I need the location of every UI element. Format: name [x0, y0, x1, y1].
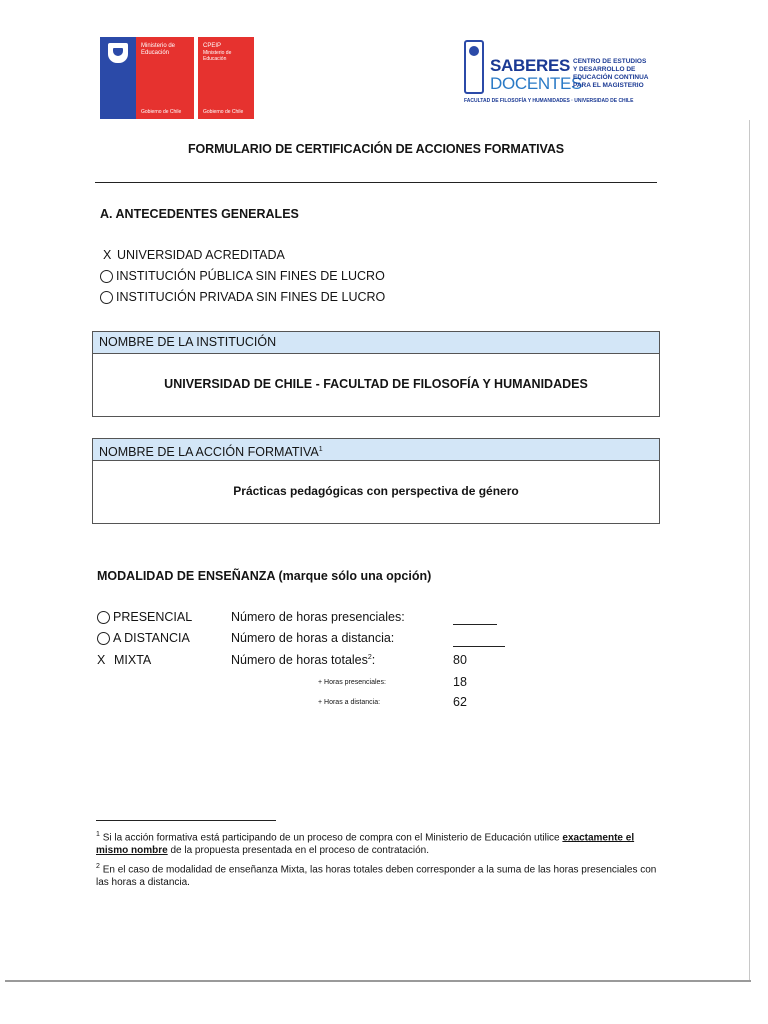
logo-footer: Gobierno de Chile [141, 109, 182, 115]
horas-totales-label: Número de horas totales$^2$: [231, 653, 376, 667]
radio-circle-icon[interactable] [100, 291, 113, 304]
institucion-box [92, 331, 660, 417]
horas-totales-value[interactable]: 80 [453, 653, 467, 667]
centro-line: PARA EL MAGISTERIO [573, 82, 644, 89]
checked-x-mark: X [103, 248, 112, 262]
logo-text: Educación [141, 50, 170, 56]
footnote-emphasis: exactamente el mismo nombre [96, 832, 635, 857]
radio-circle-icon[interactable] [100, 270, 113, 283]
ministerio-logo [136, 37, 194, 119]
footnote-rule [96, 820, 276, 821]
section-a-heading: A. ANTECEDENTES GENERALES [100, 207, 299, 221]
centro-line: Y DESARROLLO DE [573, 66, 636, 73]
option-label: INSTITUCIÓN PRIVADA SIN FINES DE LUCRO [116, 290, 386, 304]
option-institucion-publica[interactable] [100, 269, 385, 283]
logo-text: Ministerio de [203, 50, 232, 56]
footnote-number: 1 [96, 831, 100, 838]
page-edge-right [749, 120, 750, 982]
institucion-value[interactable]: UNIVERSIDAD DE CHILE - FACULTAD DE FILOSOFÍA Y HUMANIDADES [164, 377, 588, 391]
accion-formativa-value[interactable]: Prácticas pedagógicas con perspectiva de género [233, 484, 519, 498]
document-title: FORMULARIO DE CERTIFICACIÓN DE ACCIONES FORMATIVAS [188, 142, 565, 156]
footnote-text: Si la acción formativa está participando de un proceso de compra con el Ministerio de Educación utilice [102, 832, 560, 844]
cpeip-logo [198, 37, 254, 119]
logo-text: CPEIP [203, 43, 222, 49]
footnote-1 [96, 828, 661, 857]
accion-formativa-header [93, 439, 659, 461]
option-universidad-acreditada[interactable] [100, 248, 285, 262]
ministerio-logo-flag [100, 37, 136, 119]
coat-of-arms-icon [108, 43, 128, 63]
centro-logo-text [573, 58, 663, 90]
horas-presenciales-field[interactable] [453, 624, 497, 625]
logo-text: Ministerio de [141, 43, 176, 49]
footnote-ref: 2 [367, 653, 372, 661]
option-label: MIXTA [114, 653, 152, 667]
option-mixta[interactable] [97, 653, 151, 667]
option-presencial[interactable] [97, 610, 192, 624]
page-edge-bottom [5, 980, 751, 982]
facultad-logo-text: FACULTAD DE FILOSOFÍA Y HUMANIDADES · UNIVERSIDAD DE CHILE [464, 98, 634, 104]
horas-distancia-label: Número de horas a distancia: [231, 631, 395, 645]
logo-footer: Gobierno de Chile [203, 109, 244, 115]
footnote-text: de la propuesta presentada en el proceso de contratación. [170, 845, 429, 857]
modalidad-heading: MODALIDAD DE ENSEÑANZA (marque sólo una opción) [97, 569, 432, 583]
sub-horas-presenciales-value[interactable]: 18 [453, 675, 467, 689]
sub-horas-presenciales-label: + Horas presenciales: [318, 679, 386, 686]
horas-presenciales-label: Número de horas presenciales: [231, 610, 405, 624]
checked-x-mark: X [97, 653, 106, 667]
horas-distancia-field[interactable] [453, 646, 505, 647]
option-label: A DISTANCIA [113, 631, 190, 645]
option-institucion-privada[interactable] [100, 290, 385, 304]
sub-horas-distancia-value[interactable]: 62 [453, 695, 467, 709]
sub-horas-distancia-label: + Horas a distancia: [318, 699, 381, 706]
docentes-logo-text: DOCENTES [490, 74, 583, 93]
footnote-ref: 1 [318, 446, 323, 453]
option-a-distancia[interactable] [97, 631, 190, 645]
accion-formativa-box [92, 438, 660, 524]
footnote-number: 2 [96, 863, 100, 870]
radio-circle-icon[interactable] [97, 611, 110, 624]
logo-text: Educación [203, 56, 227, 62]
institucion-label: NOMBRE DE LA INSTITUCIÓN [93, 332, 659, 354]
radio-circle-icon[interactable] [97, 632, 110, 645]
centro-line: CENTRO DE ESTUDIOS [573, 58, 647, 65]
title-divider [95, 182, 657, 183]
option-label: UNIVERSIDAD ACREDITADA [117, 248, 285, 262]
option-label: PRESENCIAL [113, 610, 193, 624]
saberes-docentes-emblem-icon [464, 40, 484, 94]
option-label: INSTITUCIÓN PÚBLICA SIN FINES DE LUCRO [116, 269, 385, 283]
footnote-text: En el caso de modalidad de enseñanza Mixta, las horas totales deben corresponder a la suma de las horas presenciales con las horas a distancia. [96, 864, 657, 889]
footnote-2 [96, 860, 661, 889]
saberes-logo-text: SABERES [490, 56, 571, 75]
horas-totales-text: Número de horas totales [231, 653, 368, 667]
centro-line: EDUCACIÓN CONTINUA [573, 74, 649, 81]
accion-formativa-label: NOMBRE DE LA ACCIÓN FORMATIVA [99, 445, 319, 460]
